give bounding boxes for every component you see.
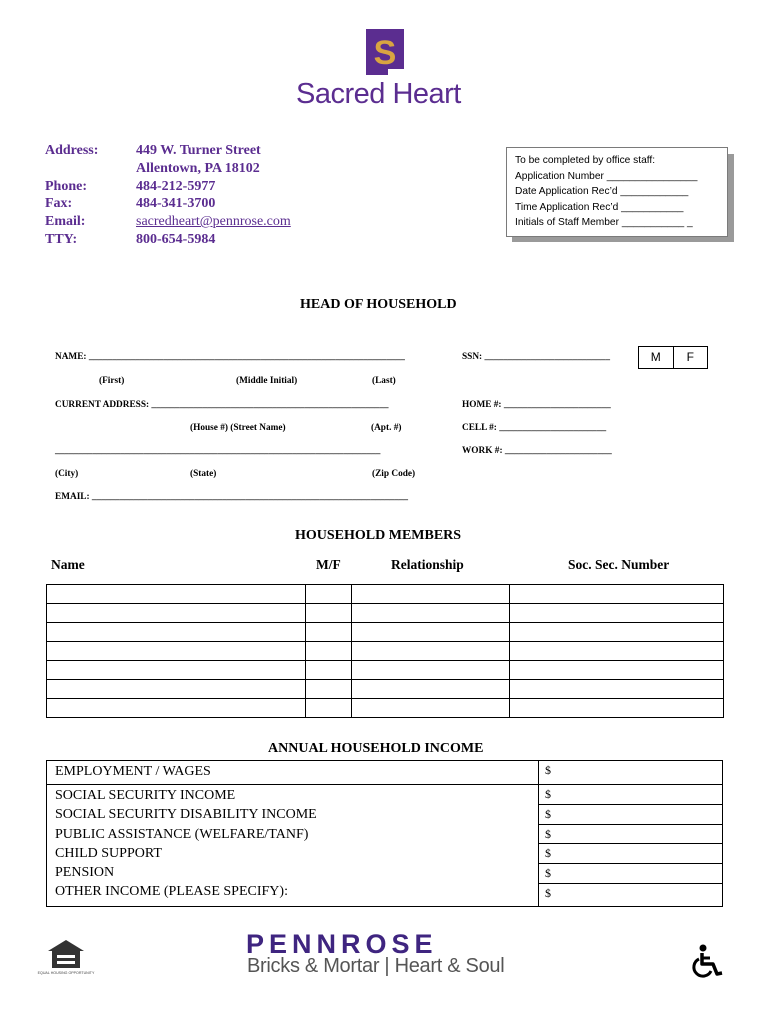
col-relationship: Relationship <box>391 557 464 572</box>
table-cell[interactable] <box>47 680 306 699</box>
income-amount[interactable]: $ <box>539 761 723 785</box>
table-row <box>47 680 724 699</box>
table-cell[interactable] <box>351 604 510 623</box>
head-of-household-title: HEAD OF HOUSEHOLD <box>300 297 457 312</box>
income-amount[interactable]: $ <box>539 785 723 805</box>
staff-box-title: To be completed by office staff: <box>515 155 656 166</box>
phone-value: 484-212-5977 <box>136 178 216 194</box>
income-amount[interactable]: $ <box>539 844 723 864</box>
svg-text:S: S <box>373 34 397 72</box>
office-staff-box <box>506 147 728 237</box>
table-cell[interactable] <box>510 623 724 642</box>
table-cell[interactable] <box>47 642 306 661</box>
income-amount[interactable]: $ <box>539 824 723 844</box>
table-cell[interactable] <box>305 699 351 718</box>
table-cell[interactable] <box>351 642 510 661</box>
svg-text:EQUAL HOUSING OPPORTUNITY: EQUAL HOUSING OPPORTUNITY <box>37 971 95 975</box>
table-cell[interactable] <box>47 604 306 623</box>
fax-value: 484-341-3700 <box>136 196 216 212</box>
table-cell[interactable] <box>351 623 510 642</box>
sacred-heart-wordmark: Sacred Heart <box>296 78 461 110</box>
income-amount[interactable]: $ <box>539 864 723 884</box>
date-received-field[interactable]: Date Application Rec’d ____________ <box>515 186 689 197</box>
email-label: Email: <box>45 214 86 230</box>
last-name-caption: (Last) <box>372 376 396 386</box>
table-cell[interactable] <box>510 661 724 680</box>
table-cell[interactable] <box>305 585 351 604</box>
table-cell[interactable] <box>510 699 724 718</box>
table-cell[interactable] <box>305 623 351 642</box>
table-cell[interactable] <box>47 661 306 680</box>
annual-income-title: ANNUAL HOUSEHOLD INCOME <box>268 741 484 756</box>
table-cell[interactable] <box>351 661 510 680</box>
col-name: Name <box>51 557 85 572</box>
address-line2: Allentown, PA 18102 <box>136 160 260 176</box>
household-members-table <box>46 584 724 718</box>
income-table <box>46 760 723 907</box>
phone-label: Phone: <box>45 178 87 194</box>
address-line1: 449 W. Turner Street <box>136 143 261 158</box>
col-ssn: Soc. Sec. Number <box>568 557 670 572</box>
household-members-title: HOUSEHOLD MEMBERS <box>295 528 462 543</box>
name-field[interactable]: NAME: ____________________________________________________________________ <box>55 352 405 362</box>
table-cell[interactable] <box>305 680 351 699</box>
ssn-field[interactable]: SSN: ___________________________ <box>462 352 610 362</box>
income-row <box>47 761 723 785</box>
income-label: EMPLOYMENT / WAGES <box>47 761 539 785</box>
income-label: CHILD SUPPORT <box>55 845 162 861</box>
email-link[interactable]: sacredheart@pennrose.com <box>136 214 291 230</box>
table-cell[interactable] <box>351 699 510 718</box>
table-cell[interactable] <box>351 585 510 604</box>
income-label: PENSION <box>55 865 115 881</box>
income-label: SOCIAL SECURITY INCOME <box>55 788 236 803</box>
income-label: SOCIAL SECURITY DISABILITY INCOME <box>55 807 317 823</box>
table-cell[interactable] <box>510 604 724 623</box>
wheelchair-icon <box>694 944 726 978</box>
col-mf: M/F <box>316 557 341 572</box>
gender-f[interactable]: F <box>686 350 694 364</box>
tty-value: 800-654-5984 <box>136 231 216 247</box>
table-cell[interactable] <box>510 680 724 699</box>
home-phone-field[interactable]: HOME #: _______________________ <box>462 400 611 410</box>
table-cell[interactable] <box>305 642 351 661</box>
contact-values <box>136 142 291 249</box>
income-amount[interactable]: $ <box>539 883 723 906</box>
table-row <box>47 623 724 642</box>
city-state-zip-field[interactable]: ______________________________________________________________________ <box>55 446 381 456</box>
table-cell[interactable] <box>510 585 724 604</box>
table-cell[interactable] <box>351 680 510 699</box>
table-row <box>47 585 724 604</box>
state-caption: (State) <box>190 469 217 479</box>
table-cell[interactable] <box>47 699 306 718</box>
income-row-group <box>47 785 723 805</box>
table-cell[interactable] <box>510 642 724 661</box>
current-address-field[interactable]: CURRENT ADDRESS: ___________________________________________________ <box>55 400 389 410</box>
zip-caption: (Zip Code) <box>372 469 416 479</box>
gender-m[interactable]: M <box>639 347 674 368</box>
staff-initials-field[interactable]: Initials of Staff Member ___________ _ <box>515 217 693 228</box>
gender-selector[interactable] <box>638 346 708 369</box>
time-received-field[interactable]: Time Application Rec’d ___________ <box>515 201 684 213</box>
table-cell[interactable] <box>305 604 351 623</box>
table-row <box>47 699 724 718</box>
middle-initial-caption: (Middle Initial) <box>236 376 298 386</box>
cell-phone-field[interactable]: CELL #: _______________________ <box>462 423 607 433</box>
income-label: OTHER INCOME (PLEASE SPECIFY): <box>55 884 288 900</box>
table-cell[interactable] <box>305 661 351 680</box>
city-caption: (City) <box>55 469 79 479</box>
work-phone-field[interactable]: WORK #: _______________________ <box>462 446 612 456</box>
income-label: PUBLIC ASSISTANCE (WELFARE/TANF) <box>55 826 309 842</box>
income-labels-group <box>47 785 539 907</box>
table-cell[interactable] <box>47 585 306 604</box>
table-cell[interactable] <box>47 623 306 642</box>
fax-label: Fax: <box>45 196 73 212</box>
equal-housing-icon <box>37 938 95 980</box>
sacred-heart-logo-icon <box>366 29 404 75</box>
contact-labels <box>45 142 98 249</box>
table-row <box>47 604 724 623</box>
pennrose-logo: PENNROSE <box>246 929 438 959</box>
house-street-caption: (House #) (Street Name) <box>190 423 286 433</box>
pennrose-tagline: Bricks & Mortar | Heart & Soul <box>247 955 505 977</box>
income-amount[interactable]: $ <box>539 804 723 824</box>
tty-label: TTY: <box>45 231 78 247</box>
table-row <box>47 642 724 661</box>
table-row <box>47 661 724 680</box>
apt-caption: (Apt. #) <box>371 423 402 433</box>
email-field[interactable]: EMAIL: ____________________________________________________________________ <box>55 492 409 502</box>
application-number-field[interactable]: Application Number ________________ <box>515 170 698 182</box>
address-label: Address: <box>45 143 99 158</box>
first-name-caption: (First) <box>99 376 125 386</box>
